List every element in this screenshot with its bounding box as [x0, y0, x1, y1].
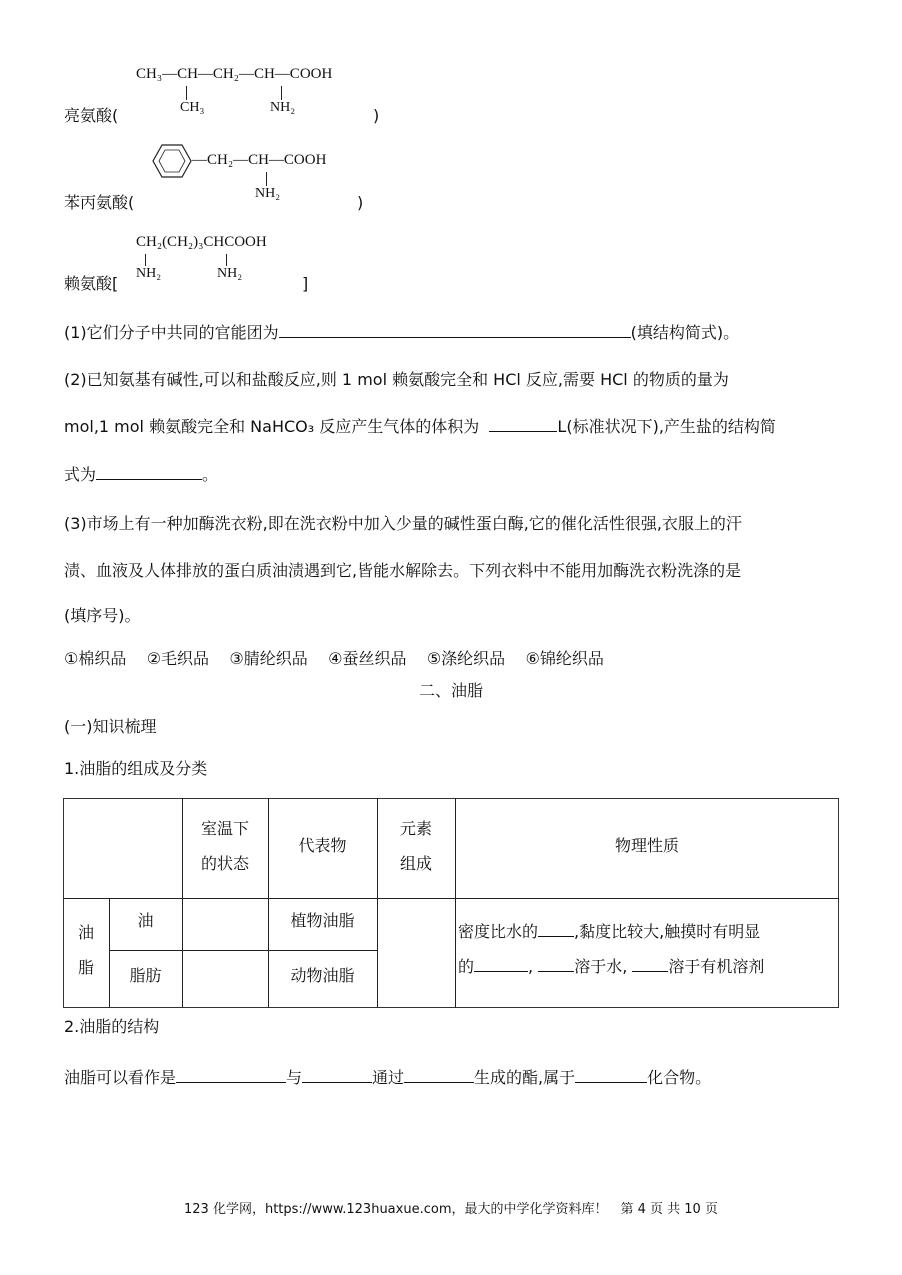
header-physical-properties: 物理性质	[614, 836, 679, 855]
row-group-label-2: 脂	[77, 958, 94, 977]
header-elements-line-1: 元素	[399, 819, 432, 838]
section-title: 二、油脂	[418, 681, 483, 700]
question-1-suffix: (填结构简式)。	[630, 323, 740, 342]
structure-text-c: 通过	[372, 1068, 405, 1087]
property-text-c: 的	[458, 957, 475, 976]
option-4: ④蚕丝织品	[328, 649, 407, 668]
table-header-divider	[63, 898, 839, 899]
table-col-divider-4	[455, 798, 456, 1008]
row-fat-type: 脂肪	[129, 966, 162, 985]
question-2-line-3	[64, 462, 218, 485]
feel-blank	[474, 955, 528, 972]
question-3-line-1: (3)市场上有一种加酶洗衣粉,即在洗衣粉中加入少量的碱性蛋白酶,它的催化活性很强,衣服上的汗	[64, 514, 742, 533]
benzene-ring-icon	[152, 143, 192, 179]
property-text-e: 溶于水,	[574, 957, 628, 976]
leucine-bond-amino	[281, 86, 282, 100]
row-fat-representative: 动物油脂	[290, 966, 355, 985]
question-2-salt-blank	[96, 463, 202, 480]
structure-sentence	[64, 1065, 711, 1088]
subsection-title: (一)知识梳理	[64, 717, 157, 736]
structure-text-b: 与	[286, 1068, 303, 1087]
leucine-amino: NH₂	[270, 100, 296, 115]
property-text-b: ,黏度比较大,触摸时有明显	[574, 922, 761, 941]
question-3-options	[64, 646, 604, 669]
leucine-close: )	[373, 106, 380, 125]
option-2: ②毛织品	[146, 649, 210, 668]
question-1-blank	[279, 321, 631, 338]
header-representative: 代表物	[298, 836, 347, 855]
question-2-volume-blank	[489, 415, 557, 432]
option-5: ⑤涤纶织品	[426, 649, 506, 668]
question-1	[64, 320, 739, 343]
phenylalanine-amino: NH₂	[255, 186, 281, 201]
leucine-label: 亮氨酸(	[64, 106, 119, 125]
density-blank	[538, 920, 574, 937]
structure-text-e: 化合物。	[647, 1068, 712, 1087]
row-oil-type: 油	[137, 911, 154, 930]
property-line-2	[458, 955, 764, 977]
structure-blank-4	[575, 1066, 647, 1083]
organic-solubility-blank	[632, 955, 668, 972]
question-1-text: (1)它们分子中共同的官能团为	[64, 323, 279, 342]
table-row-divider	[109, 950, 377, 951]
question-3-line-2: 渍、血液及人体排放的蛋白质油渍遇到它,皆能水解除去。下列衣料中不能用加酶洗衣粉洗涤的是	[64, 561, 742, 580]
lysine-amino2: NH₂	[217, 266, 243, 281]
leucine-bond-branch	[186, 86, 187, 100]
option-3: ③腈纶织品	[229, 649, 308, 668]
heading-composition: 1.油脂的组成及分类	[64, 759, 208, 778]
phenylalanine-bond-amino	[266, 172, 267, 186]
option-6: ⑥锦纶织品	[525, 649, 604, 668]
lysine-bond-amino1	[145, 254, 146, 266]
phenylalanine-close: )	[357, 193, 364, 212]
header-state-line-1: 室温下	[200, 819, 249, 838]
structure-text-d: 生成的酯,属于	[474, 1068, 576, 1087]
property-text-d: ,	[528, 957, 534, 976]
property-line-1	[458, 920, 760, 942]
option-1: ①棉织品	[64, 649, 127, 668]
question-2-text-b: L(标准状况下),产生盐的结构简	[557, 417, 776, 436]
property-text-a: 密度比水的	[458, 922, 539, 941]
question-3-line-3: (填序号)。	[64, 606, 141, 625]
lysine-bond-amino2	[226, 254, 227, 266]
question-2-text-d: 。	[202, 465, 219, 484]
structure-blank-3	[404, 1066, 474, 1083]
lysine-main-chain: CH₂(CH₂)₃CHCOOH	[136, 234, 267, 250]
question-2-line-1: (2)已知氨基有碱性,可以和盐酸反应,则 1 mol 赖氨酸完全和 HCl 反应,需要 HCl 的物质的量为	[64, 370, 729, 389]
leucine-branch: CH₃	[180, 100, 205, 115]
leucine-main-chain: CH₃—CH—CH₂—CH—COOH	[136, 66, 333, 82]
question-2-line-2	[64, 414, 776, 437]
lysine-amino1: NH₂	[136, 266, 162, 281]
phenylalanine-main-chain: —CH₂—CH—COOH	[192, 152, 327, 168]
phenylalanine-label: 苯丙氨酸(	[64, 193, 135, 212]
header-elements-line-2: 组成	[399, 854, 432, 873]
row-group-label-1: 油	[77, 923, 94, 942]
heading-structure: 2.油脂的结构	[64, 1017, 160, 1036]
structure-blank-2	[302, 1066, 372, 1083]
structure-text-a: 油脂可以看作是	[64, 1068, 177, 1087]
row-oil-representative: 植物油脂	[290, 911, 355, 930]
property-text-f: 溶于有机溶剂	[668, 957, 765, 976]
header-state-line-2: 的状态	[200, 854, 249, 873]
lysine-close: ]	[302, 274, 309, 293]
lysine-label: 赖氨酸[	[64, 274, 119, 293]
page-footer: 123 化学网，https://www.123huaxue.com，最大的中学化学资料库！ 第 4 页 共 10 页	[184, 1202, 718, 1217]
question-2-text-c: 式为	[64, 465, 97, 484]
structure-blank-1	[176, 1066, 286, 1083]
water-solubility-blank	[538, 955, 574, 972]
question-2-text-a: mol,1 mol 赖氨酸完全和 NaHCO₃ 反应产生气体的体积为	[64, 417, 480, 436]
